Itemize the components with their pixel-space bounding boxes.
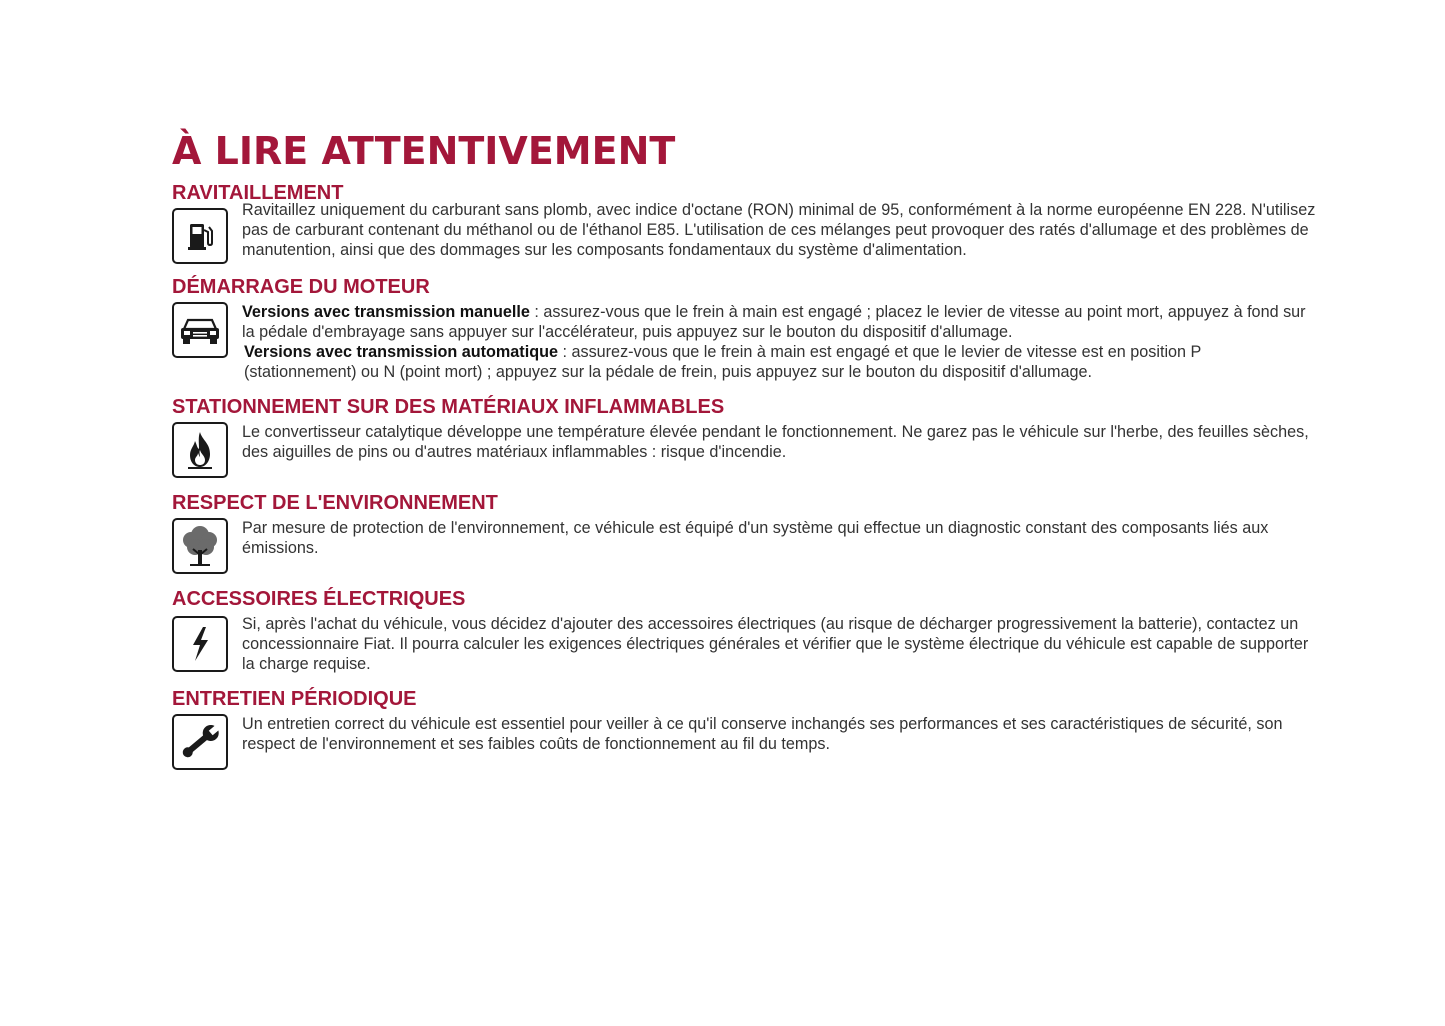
section-refuel <box>172 182 1317 264</box>
wrench-icon <box>172 714 228 770</box>
flame-icon <box>172 422 228 478</box>
maintenance-paragraph: Un entretien correct du véhicule est essentiel pour veiller à ce qu'il conserve inchangés ses performances et ses caractéristiques de sécurité, son respect de l'environnement et ses faibles coûts de fonctionnement au fil du temps. <box>242 715 1283 753</box>
automatic-transmission-label: Versions avec transmission automatique <box>244 343 558 361</box>
environment-paragraph: Par mesure de protection de l'environnement, ce véhicule est équipé d'un système qui effectue un diagnostic constant des composants liés aux émissions. <box>242 519 1269 557</box>
section-maintenance <box>172 688 1317 770</box>
section-heading-electrical: ACCESSOIRES ÉLECTRIQUES <box>172 588 466 610</box>
section-text-environment <box>242 518 1317 558</box>
lightning-icon <box>172 616 228 672</box>
section-body-maintenance <box>172 710 1317 770</box>
section-text-electrical <box>242 614 1317 674</box>
section-electrical <box>172 588 1317 674</box>
automatic-transmission-paragraph <box>242 342 1317 382</box>
section-heading-parking: STATIONNEMENT SUR DES MATÉRIAUX INFLAMMABLES <box>172 396 725 418</box>
section-heading-environment: RESPECT DE L'ENVIRONNEMENT <box>172 492 498 514</box>
parking-paragraph: Le convertisseur catalytique développe une température élevée pendant le fonctionnement. Ne garez pas le véhicule sur l'herbe, des feuilles sèches, des aiguilles de pins ou d'autres matériaux inflammables : risque d'incendie. <box>242 423 1309 461</box>
manual-transmission-label: Versions avec transmission manuelle <box>242 303 530 321</box>
section-body-parking <box>172 418 1317 478</box>
automatic-transmission-text: : assurez-vous que le frein à main est engagé et que le levier de vitesse est en position P (stationnement) ou N (point mort) ; appuyez sur la pédale de frein, puis appuyez sur le bouton du dispositif d'allumage. <box>244 343 1202 381</box>
section-text-engine-start <box>242 302 1317 382</box>
page-content <box>172 128 1317 770</box>
section-heading-engine-start: DÉMARRAGE DU MOTEUR <box>172 276 430 298</box>
section-engine-start <box>172 276 1317 382</box>
tree-icon <box>172 518 228 574</box>
section-environment <box>172 492 1317 574</box>
section-heading-maintenance: ENTRETIEN PÉRIODIQUE <box>172 688 417 710</box>
section-text-maintenance <box>242 714 1317 754</box>
electrical-paragraph: Si, après l'achat du véhicule, vous décidez d'ajouter des accessoires électriques (au risque de décharger progressivement la batterie), contactez un concessionnaire Fiat. Il pourra calculer les exigences électriques générales et vérifier que le système électrique du véhicule est capable de supporter la charge requise. <box>242 615 1309 673</box>
section-body-electrical <box>172 610 1317 674</box>
car-front-icon <box>172 302 228 358</box>
fuel-pump-icon <box>172 208 228 264</box>
section-body-engine-start <box>172 298 1317 382</box>
section-body-refuel <box>172 201 1317 264</box>
section-heading-refuel: RAVITAILLEMENT <box>172 182 344 204</box>
section-text-parking <box>242 422 1317 462</box>
manual-transmission-text: : assurez-vous que le frein à main est engagé ; placez le levier de vitesse au point mort, appuyez à fond sur la pédale d'embrayage sans appuyer sur l'accélérateur, puis appuyez sur le bouton du dispositif d'allumage. <box>242 303 1306 341</box>
manual-transmission-paragraph <box>242 302 1317 342</box>
refuel-paragraph: Ravitaillez uniquement du carburant sans plomb, avec indice d'octane (RON) minimal de 95, conformément à la norme européenne EN 228. N'utilisez pas de carburant contenant du méthanol ou de l'éthanol E85. L'utilisation de ces mélanges peut provoquer des ratés d'allumage et des problèmes de manutention, ainsi que des dommages sur les composants fondamentaux du système d'alimentation. <box>242 201 1316 259</box>
section-text-refuel <box>242 200 1317 260</box>
page-title: À LIRE ATTENTIVEMENT <box>172 129 676 173</box>
section-parking <box>172 396 1317 478</box>
section-body-environment <box>172 514 1317 574</box>
